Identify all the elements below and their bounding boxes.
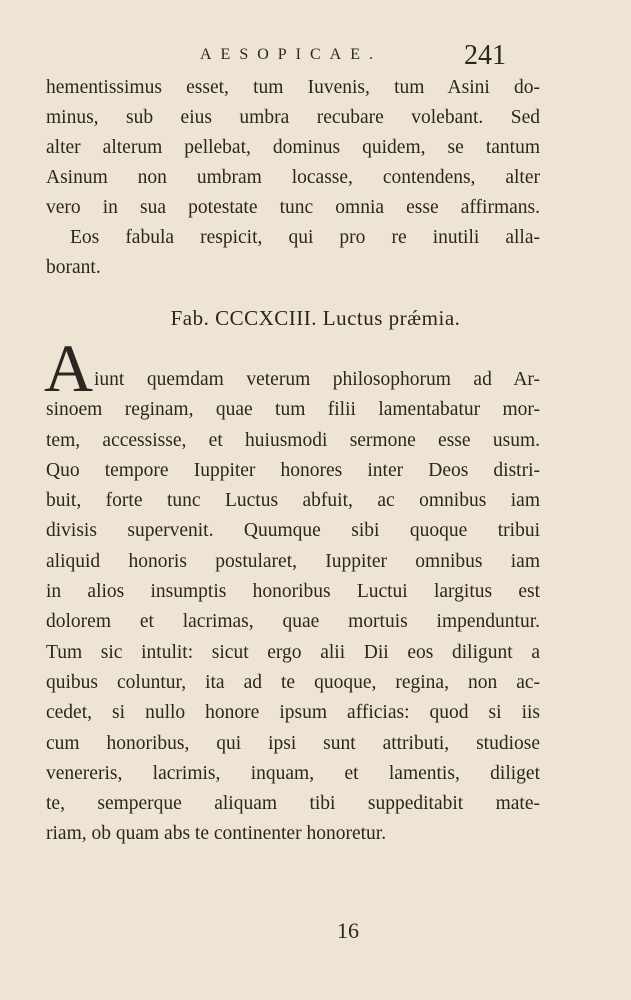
- text-line: cum honoribus, qui ipsi sunt attributi, studiose: [46, 732, 540, 754]
- running-title: AESOPICAE.: [200, 46, 383, 63]
- text-line: aliquid honoris postularet, Iuppiter omnibus iam: [46, 550, 540, 572]
- text-line: dolorem et lacrimas, quae mortuis impenduntur.: [46, 611, 540, 633]
- text-line: riam, ob quam abs te continenter honoretur.: [46, 823, 387, 845]
- text-line: sinoem reginam, quae tum filii lamentabatur mor-: [46, 399, 540, 421]
- text-line: hementissimus esset, tum Iuvenis, tum Asini do-: [46, 77, 540, 98]
- page-number: 241: [464, 40, 506, 71]
- text-line: Eos fabula respicit, qui pro re inutili alla-: [70, 227, 540, 248]
- text-line: quibus coluntur, ita ad te quoque, regina, non ac-: [46, 671, 540, 693]
- fable-body: [46, 365, 540, 850]
- text-line: iunt quemdam veterum philosophorum ad Ar-: [94, 369, 540, 390]
- text-line: vero in sua potestate tunc omnia esse affirmans.: [46, 197, 540, 218]
- text-line: divisis supervenit. Quumque sibi quoque tribui: [46, 520, 540, 542]
- text-line: cedet, si nullo honore ipsum afficias: quod si iis: [46, 702, 540, 724]
- fable-title: Fab. CCCXCIII. Luctus prǽmia.: [170, 306, 461, 330]
- text-line: buit, forte tunc Luctus abfuit, ac omnibus iam: [46, 490, 540, 512]
- text-line: borant.: [46, 257, 101, 278]
- text-line: Tum sic intulit: sicut ergo alii Dii eos diligunt a: [46, 641, 540, 663]
- text-line: tem, accessisse, et huiusmodi sermone esse usum.: [46, 429, 540, 451]
- text-line: in alios insumptis honoribus Luctui largitus est: [46, 581, 540, 603]
- drop-cap: A: [44, 330, 94, 406]
- page-header: [0, 40, 631, 76]
- paragraph-continued: [46, 73, 540, 283]
- text-line: alter alterum pellebat, dominus quidem, se tantum: [46, 137, 540, 158]
- text-line: te, semperque aliquam tibi suppeditabit mate-: [46, 793, 540, 815]
- text-line: minus, sub eius umbra recubare volebant. Sed: [46, 107, 540, 128]
- text-line: Quo tempore Iuppiter honores inter Deos distri-: [46, 459, 540, 481]
- text-line: Asinum non umbram locasse, contendens, alter: [46, 167, 540, 188]
- text-line: venereris, lacrimis, inquam, et lamentis, diliget: [46, 762, 540, 784]
- signature-mark: 16: [337, 918, 359, 943]
